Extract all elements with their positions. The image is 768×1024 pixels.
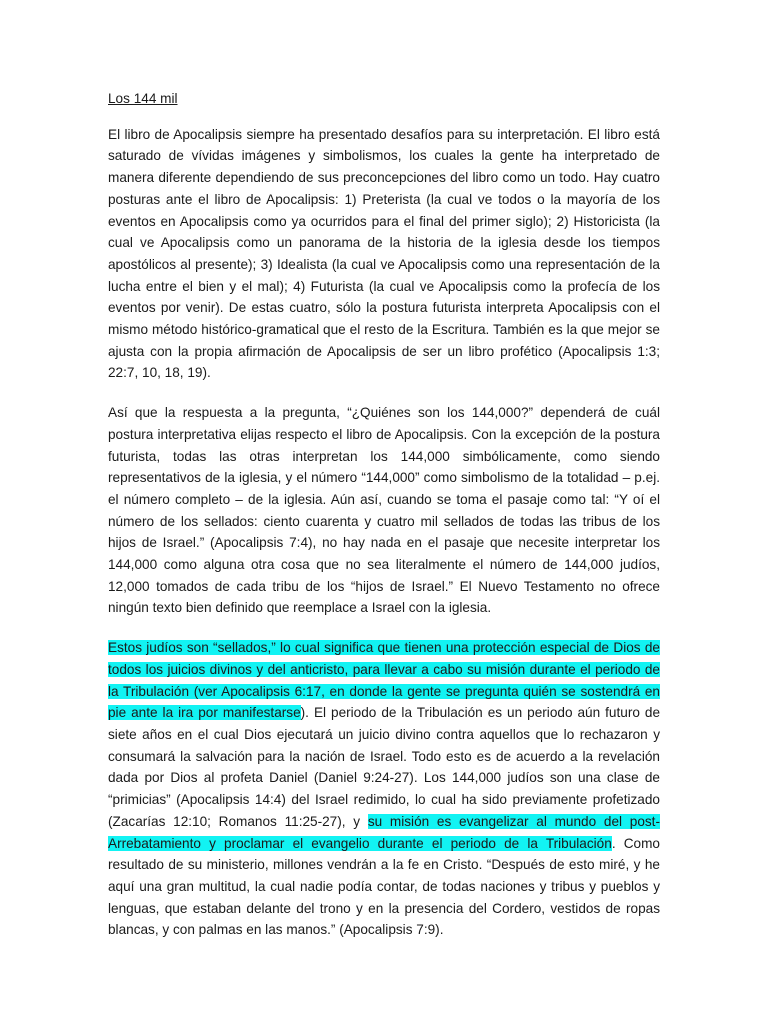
document-page [108,88,660,959]
paragraph-3-text-2: . Como resultado de su ministerio, millones vendrán a la fe en Cristo. “Después de esto miré, y he aquí una gran multitud, la cual nadie podía contar, de todas naciones y tribus y pueblos y lenguas, que estaban delante del trono y en la presencia del Cordero, vestidos de ropas blancas, y con palmas en las manos.” (Apocalipsis 7:9). [108,835,660,938]
document-title: Los 144 mil [108,91,178,106]
highlight-mission: su misión es evangelizar al mundo del post-Arrebatamiento y proclamar el evangelio durante el periodo de la Tribulación [108,813,660,851]
paragraph-3-text-1: ). El periodo de la Tribulación es un periodo aún futuro de siete años en el cual Dios ejecutará un juicio divino contra aquellos que lo rechazaron y consumará la salvación para la nación de Israel. Todo esto es de acuerdo a la revelación dada por Dios al profeta Daniel (Daniel 9:24-27). Los 144,000 judíos son una clase de “primicias” (Apocalipsis 14:4) del Israel redimido, lo cual ha sido previamente profetizado (Zacarías 12:10; Romanos 11:25-27), y [108,705,660,829]
paragraph-3 [108,637,660,941]
paragraph-2: Así que la respuesta a la pregunta, “¿Quiénes son los 144,000?” dependerá de cuál postura interpretativa elijas respecto el libro de Apocalipsis. Con la excepción de la postura futurista, todas las otras interpretan los 144,000 simbólicamente, como siendo representativos de la iglesia, y el número “144,000” como simbolismo de la totalidad – p.ej. el número completo – de la iglesia. Aún así, cuando se toma el pasaje como tal: “Y oí el número de los sellados: ciento cuarenta y cuatro mil sellados de todas las tribus de los hijos de Israel.” (Apocalipsis 7:4), no hay nada en el pasaje que necesite interpretar los 144,000 como alguna otra cosa que no sea literalmente el número de 144,000 judíos, 12,000 tomados de cada tribu de los “hijos de Israel.” El Nuevo Testamento no ofrece ningún texto bien definido que reemplace a Israel con la iglesia. [108,405,660,616]
highlight-sealed-jews: Estos judíos son “sellados,” lo cual significa que tienen una protección especial de Dios de todos los juicios divinos y del anticristo, para llevar a cabo su misión durante el periodo de la Tribulación (ver Apocalipsis 6:17, en donde la gente se pregunta quién se sostendrá en pie ante la ira por manifestarse [108,640,660,721]
paragraph-1: El libro de Apocalipsis siempre ha presentado desafíos para su interpretación. El libro está saturado de vívidas imágenes y simbolismos, los cuales la gente ha interpretado de manera diferente dependiendo de sus preconcepciones del libro como un todo. Hay cuatro posturas ante el libro de Apocalipsis: 1) Preterista (la cual ve todos o la mayoría de los eventos en Apocalipsis como ya ocurridos para el final del primer siglo); 2) Historicista (la cual ve Apocalipsis como un panorama de la historia de la iglesia desde los tiempos apostólicos al presente); 3) Idealista (la cual ve Apocalipsis como una representación de la lucha entre el bien y el mal); 4) Futurista (la cual ve Apocalipsis como la profecía de los eventos por venir). De estas cuatro, sólo la postura futurista interpreta Apocalipsis con el mismo método histórico-gramatical que el resto de la Escritura. También es la que mejor se ajusta con la propia afirmación de Apocalipsis de ser un libro profético (Apocalipsis 1:3; 22:7, 10, 18, 19). [108,126,660,381]
